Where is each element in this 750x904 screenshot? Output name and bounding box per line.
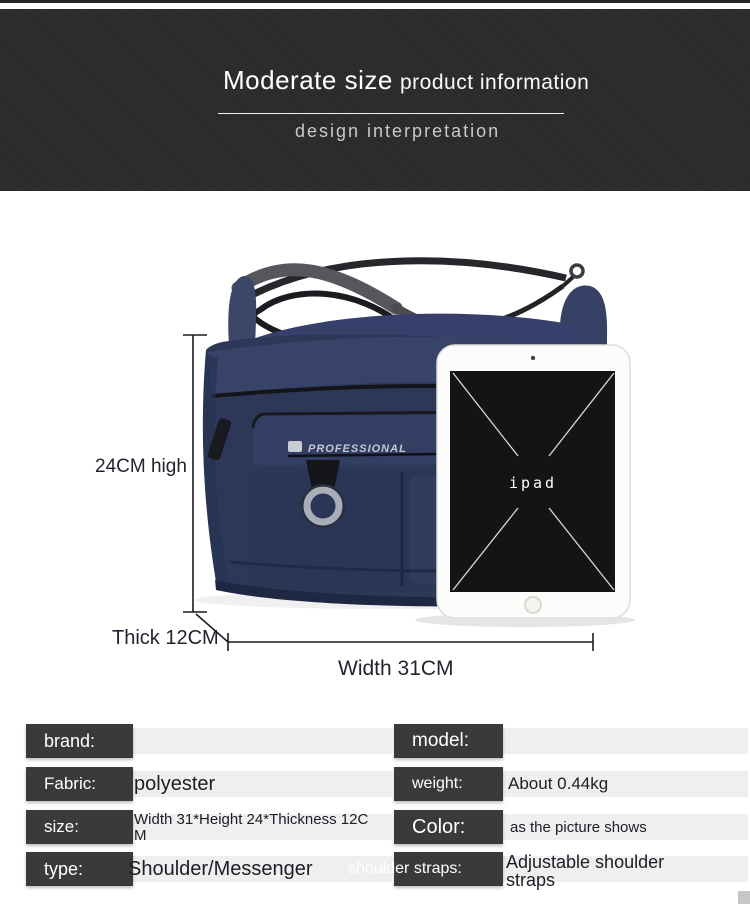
- home-button-icon: [525, 597, 541, 613]
- spec-value-color: as the picture shows: [510, 818, 647, 836]
- dim-width-label: Width 31CM: [338, 657, 454, 680]
- dim-thickness-label: Thick 12CM: [112, 627, 219, 649]
- spec-table: [0, 710, 750, 904]
- spec-label-color: Color:: [394, 810, 503, 844]
- spec-value-model: [508, 724, 743, 758]
- dim-height-label: 24CM high: [95, 456, 187, 477]
- corner-marker: [738, 891, 750, 904]
- bag-illustration: [0, 190, 750, 710]
- spec-label-straps-text: shoulder straps:: [348, 860, 462, 877]
- spec-label-weight: weight:: [394, 767, 503, 801]
- tablet: [415, 345, 635, 627]
- strap-clip-icon: [571, 265, 583, 277]
- header-title: Moderate size: [223, 65, 393, 95]
- spec-value-straps: Adjustable shoulder straps: [506, 852, 665, 890]
- spec-value-type: Shoulder/Messenger: [128, 857, 313, 880]
- spec-label-brand: brand:: [26, 724, 133, 758]
- header-caption: design interpretation: [295, 121, 501, 141]
- top-divider: [0, 0, 750, 3]
- spec-label-model: model:: [394, 724, 503, 758]
- spec-value-size: Width 31*Height 24*Thickness 12CM: [134, 811, 369, 844]
- header-subtitle: product information: [400, 71, 590, 94]
- logo-emblem: [288, 441, 302, 452]
- spec-label-fabric: Fabric:: [26, 767, 133, 801]
- camera-dot-icon: [531, 356, 535, 360]
- spec-label-size: size:: [26, 810, 133, 844]
- tablet-screen-label: ipad: [508, 474, 558, 492]
- product-figure: [0, 190, 750, 710]
- spec-value-brand: [134, 724, 384, 758]
- header-rule: [218, 113, 564, 114]
- spec-label-type: type:: [26, 852, 133, 886]
- spec-value-fabric: polyester: [134, 772, 216, 795]
- spec-value-weight: About 0.44kg: [508, 774, 609, 793]
- bag-logo-text: PROFESSIONAL: [308, 443, 407, 455]
- header-banner: [0, 9, 750, 191]
